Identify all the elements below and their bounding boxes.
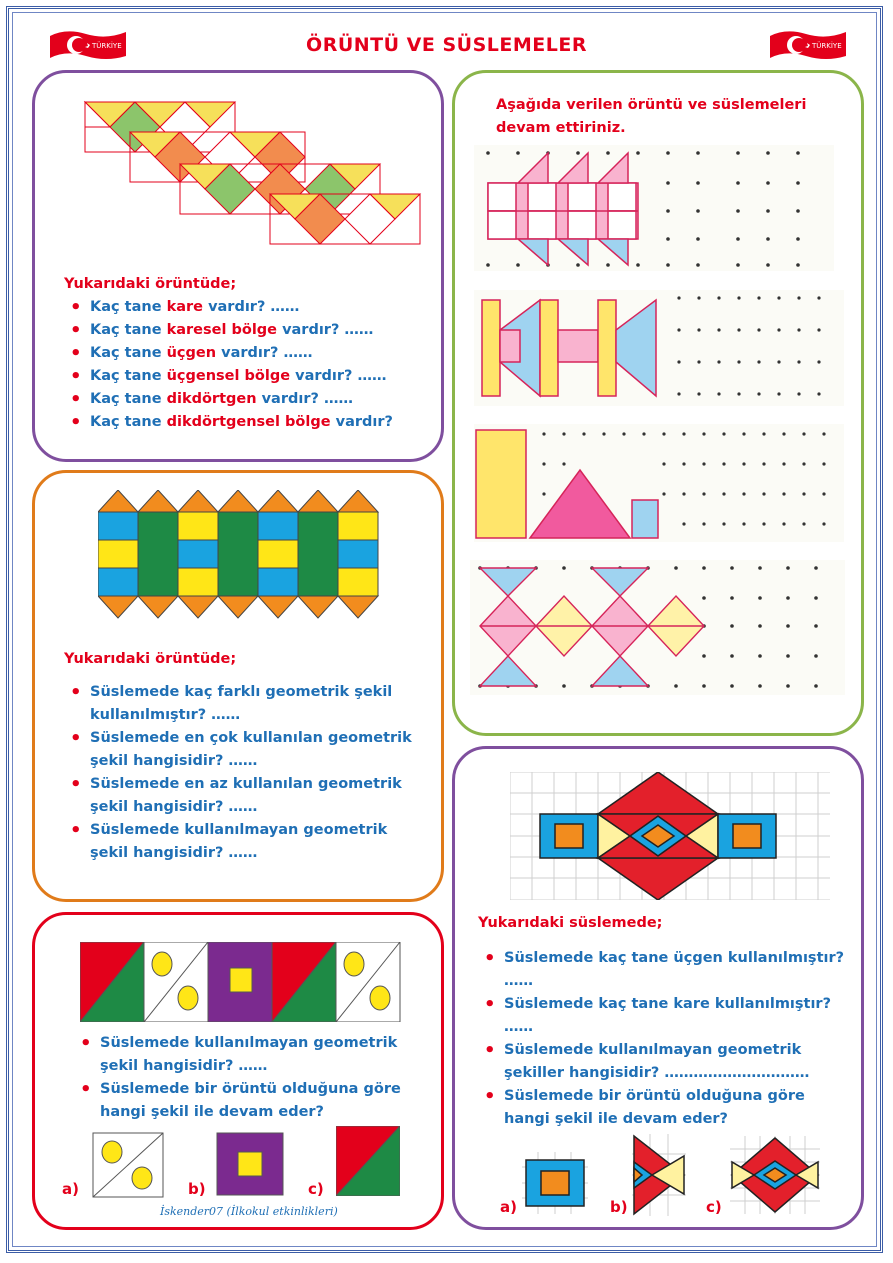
box2-content [64,648,424,865]
box3-question-list [74,1032,414,1124]
box2-heading: Yukarıdaki örüntüde; [64,651,237,667]
box1-question [64,411,434,434]
box2-question-list [64,681,424,865]
box2-question: • Süslemede en çok kullanılan geometrik şekil hangisidir? …… [64,727,424,773]
box1-question [64,388,434,411]
dot-grid-shapes-pattern [474,424,844,542]
box5-question: • Süslemede kullanılmayan geometrik şekiller hangisidir? ………………………… [478,1039,848,1085]
box5-question: • Süslemede bir örüntü olduğuna göre hangi şekil ile devam eder? [478,1085,848,1131]
box1-question [64,342,434,365]
box1-heading: Yukarıdaki örüntüde; [64,276,237,292]
box3-option-a[interactable]: a) [62,1180,79,1198]
question-text: Kaç tane [90,414,167,430]
question-keyword: karesel bölge [166,322,278,338]
box2-question: • Süslemede en az kullanılan geometrik şekil hangisidir? …… [64,773,424,819]
question-text: Kaç tane [90,391,167,407]
box1-question-list [64,296,434,434]
box5-question-list [478,947,848,1131]
box2-question: • Süslemede kullanılmayan geometrik şekil hangisidir? …… [64,819,424,865]
box5-option-a[interactable]: a) [500,1198,517,1216]
box1-content [64,273,434,434]
column-pattern-figure [98,490,386,630]
box5-heading: Yukarıdaki süslemede; [478,915,663,931]
box5-option-c[interactable]: c) [706,1198,722,1216]
dot-grid-hourglass-pattern [470,560,845,695]
question-keyword: dikdörtgensel bölge [166,414,331,430]
box1-question [64,296,434,319]
box3-option-b[interactable]: b) [188,1180,206,1198]
flag-label: TÜRKİYE [92,42,122,50]
box5-option-c-figure[interactable] [730,1136,820,1214]
box1-question [64,365,434,388]
question-text: vardır? …… [256,391,353,407]
zigzag-pattern-figure [80,82,425,262]
box3-option-b-figure[interactable] [216,1132,284,1196]
question-text: vardır? …… [216,345,313,361]
question-keyword: dikdörtgen [166,391,257,407]
dot-grid-bow-pattern [474,290,844,406]
question-keyword: üçgensel bölge [166,368,291,384]
question-text: Kaç tane [90,345,167,361]
diamond-grid-figure [510,772,830,900]
question-text: Kaç tane [90,368,167,384]
box3-question: • Süslemede bir örüntü olduğuna göre hangi şekil ile devam eder? [74,1078,414,1124]
question-text: vardır? …… [290,368,387,384]
flag-label: TÜRKİYE [812,42,842,50]
box5-question: • Süslemede kaç tane kare kullanılmıştır? …… [478,993,848,1039]
footer-credit: İskender07 (İlkokul etkinlikleri) [160,1205,338,1218]
dot-grid-flag-pattern [474,145,834,271]
question-text: vardır? …… [277,322,374,338]
page-title: ÖRÜNTÜ VE SÜSLEMELER [306,34,587,56]
box3-option-a-figure[interactable] [92,1132,164,1198]
question-text: Kaç tane [90,322,167,338]
box5-option-b[interactable]: b) [610,1198,628,1216]
question-text: vardır? [330,414,393,430]
box5-option-b-figure[interactable] [632,1134,686,1216]
question-keyword: kare [166,299,204,315]
question-keyword: üçgen [166,345,217,361]
box5-question: • Süslemede kaç tane üçgen kullanılmıştır? …… [478,947,848,993]
box2-question: • Süslemede kaç farklı geometrik şekil kullanılmıştır? …… [64,681,424,727]
box3-option-c[interactable]: c) [308,1180,324,1198]
box3-content [74,1032,414,1124]
question-text: Kaç tane [90,299,167,315]
box4-instruction: Aşağıda verilen örüntü ve süslemeleri devam ettiriniz. [496,97,807,136]
tile-pattern-figure [80,942,402,1022]
question-text: vardır? …… [203,299,300,315]
box1-question [64,319,434,342]
box3-option-c-figure[interactable] [336,1126,400,1196]
box3-question: • Süslemede kullanılmayan geometrik şekil hangisidir? …… [74,1032,414,1078]
box5-content [478,912,848,1131]
box5-option-a-figure[interactable] [522,1152,588,1214]
